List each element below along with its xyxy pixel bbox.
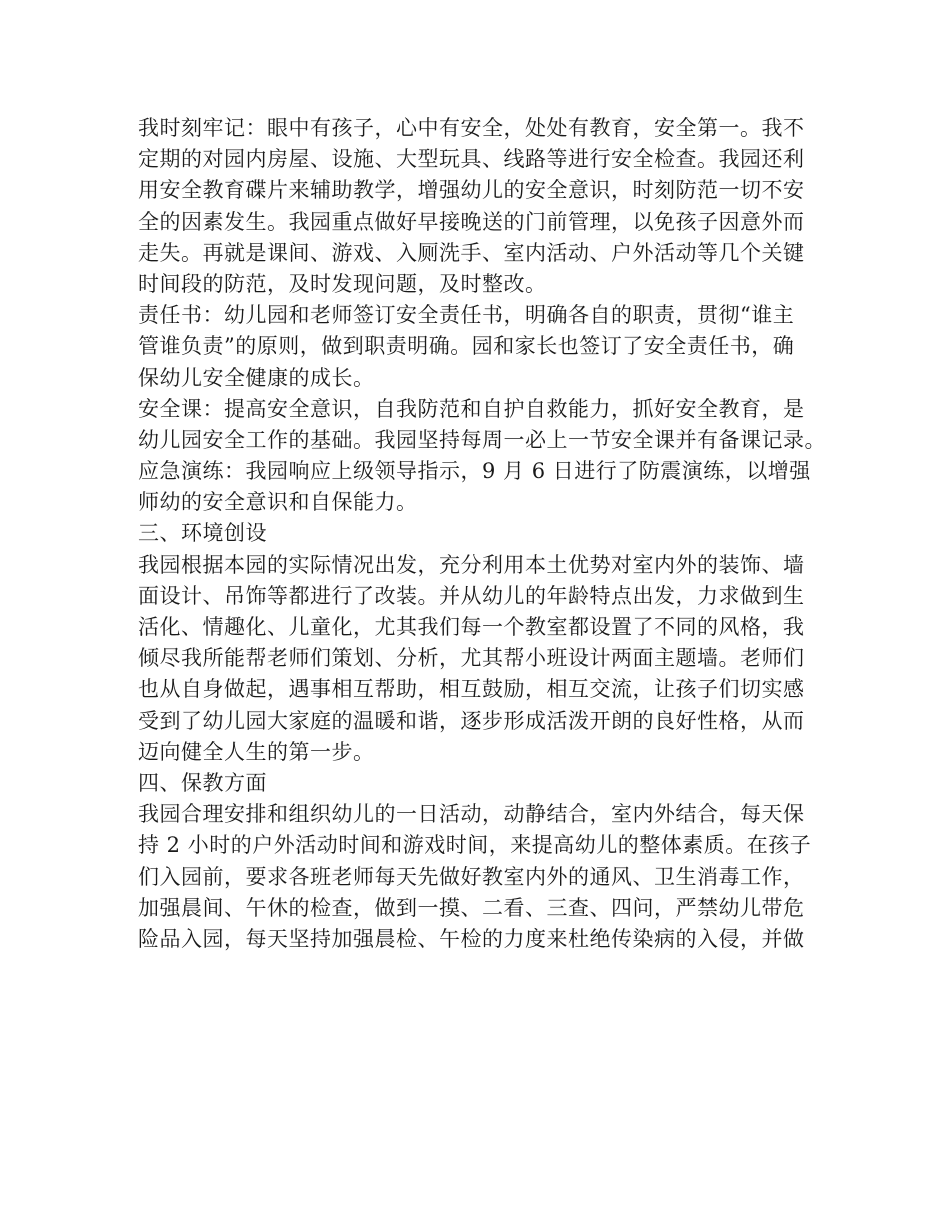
text-line: 迈向健全人生的第一步。: [138, 739, 375, 764]
text-line: 活化、情趣化、儿童化，尤其我们每一个教室都设置了不同的风格，我: [138, 615, 805, 639]
text-line: 用安全教育碟片来辅助教学，增强幼儿的安全意识，时刻防范一切不安: [138, 178, 805, 203]
text-line: 时间段的防范，及时发现问题，及时整改。: [138, 271, 547, 296]
text-line: 我时刻牢记：眼中有孩子，心中有安全，处处有教育，安全第一。我不: [138, 116, 805, 140]
text-line: 面设计、吊饰等都进行了改装。并从幼儿的年龄特点出发，力求做到生: [138, 583, 805, 608]
section-heading: 三、环境创设: [138, 521, 267, 546]
text-line: 走失。再就是课间、游戏、入厕洗手、室内活动、户外活动等几个关键: [138, 240, 805, 265]
body-text: [138, 113, 828, 955]
text-line: 定期的对园内房屋、设施、大型玩具、线路等进行安全检查。我园还利: [138, 147, 805, 172]
text-line: 安全课：提高安全意识，自我防范和自护自救能力，抓好安全教育，是: [138, 396, 805, 421]
text-line: 险品入园，每天坚持加强晨检、午检的力度来杜绝传染病的入侵，并做: [138, 926, 805, 951]
text-line: 加强晨间、午休的检查，做到一摸、二看、三查、四问，严禁幼儿带危: [138, 895, 805, 920]
text-line: 受到了幼儿园大家庭的温暖和谐，逐步形成活泼开朗的良好性格，从而: [138, 708, 805, 733]
text-line: 管谁负责”的原则，做到职责明确。园和家长也签订了安全责任书，确: [138, 334, 795, 359]
text-line: 责任书：幼儿园和老师签订安全责任书，明确各自的职责，贯彻“谁主: [138, 303, 795, 328]
text-line: 也从自身做起，遇事相互帮助，相互鼓励，相互交流，让孩子们切实感: [138, 677, 805, 702]
text-line: 我园根据本园的实际情况出发，充分利用本土优势对室内外的装饰、墙: [138, 552, 805, 577]
text-line: 保幼儿安全健康的成长。: [138, 365, 375, 390]
text-line: 我园合理安排和组织幼儿的一日活动，动静结合，室内外结合，每天保: [138, 802, 805, 827]
text-line: 们入园前，要求各班老师每天先做好教室内外的通风、卫生消毒工作，: [138, 864, 805, 889]
text-line: 师幼的安全意识和自保能力。: [138, 490, 418, 515]
text-line: 倾尽我所能帮老师们策划、分析，尤其帮小班设计两面主题墙。老师们: [138, 646, 805, 671]
text-line: 幼儿园安全工作的基础。我园坚持每周一必上一节安全课并有备课记录。: [138, 427, 826, 452]
section-heading: 四、保教方面: [138, 770, 267, 795]
text-line: 持 2 小时的户外活动时间和游戏时间，来提高幼儿的整体素质。在孩子: [138, 833, 812, 858]
text-line: 应急演练：我园响应上级领导指示，9 月 6 日进行了防震演练，以增强: [138, 459, 811, 484]
text-line: 全的因素发生。我园重点做好早接晚送的门前管理，以免孩子因意外而: [138, 209, 805, 234]
